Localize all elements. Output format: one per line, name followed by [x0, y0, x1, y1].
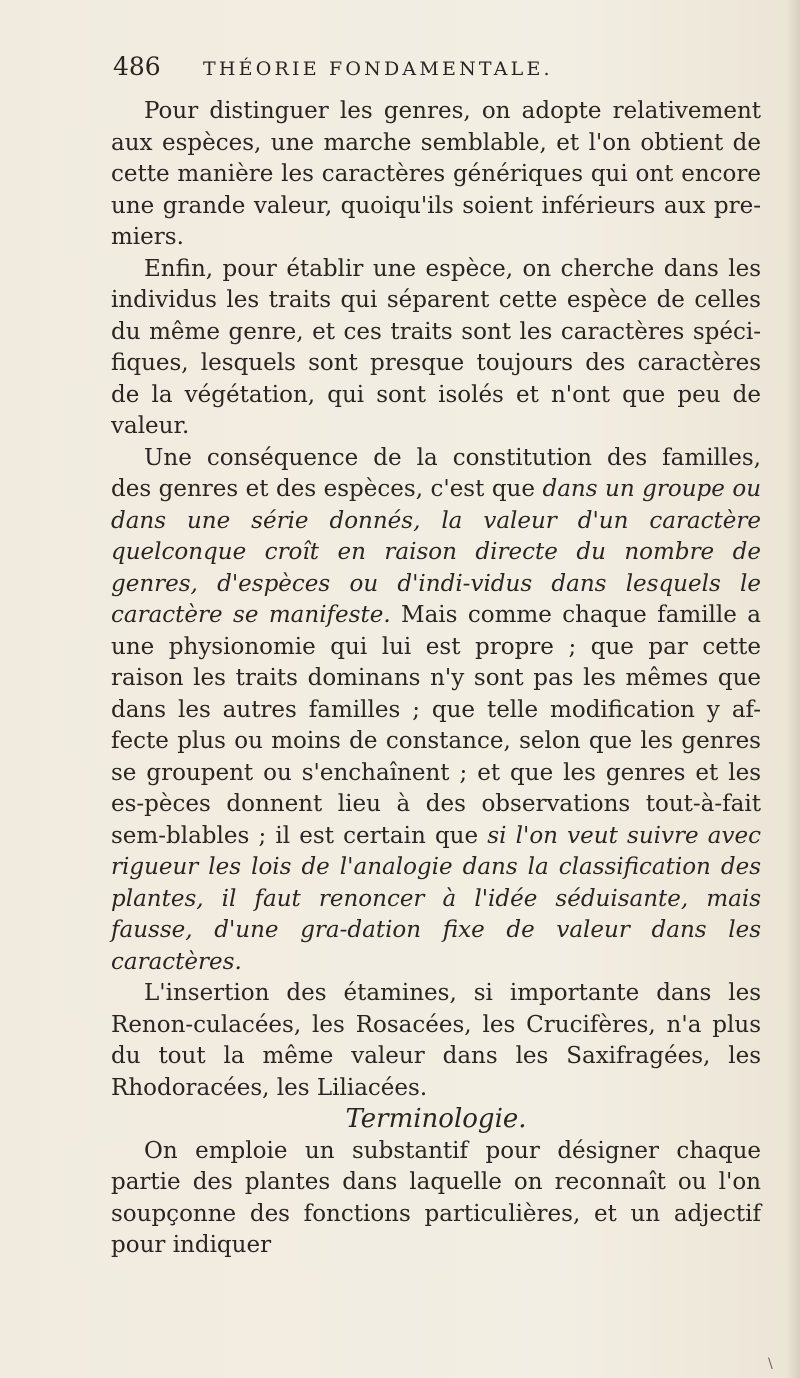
consequence-conclusion: si l'on veut suivre avec rigueur les lois de l'analogie dans la classification des plantes, il faut renoncer à l'idée séduisante, mais fausse, d'une gra-dation fixe de valeur dans les caractères.	[111, 822, 761, 975]
consequence-principle: dans un groupe ou dans une série donnés, la valeur d'un caractère quelconque croît en raison directe du nombre de genres, d'espèces ou d'indi-vidus dans lesquels le caractère se manifeste.	[111, 476, 762, 628]
page-body	[111, 96, 761, 1262]
page-header	[113, 52, 753, 88]
consequence-middle: Mais comme chaque famille a une physionomie qui lui est propre ; que par cette raison les traits dominans n'y sont pas les mêmes que dans les autres familles ; que telle modification y af-fecte plus ou moins de constance, selon que les genres se groupent ou s'enchaînent ; et que les genres et les es-pèces donnent lieu à des observations tout-à-fait sem-blables ; il est certain que	[111, 602, 761, 849]
section-title: Terminologie.	[345, 1104, 527, 1134]
paragraph-terminologie: On emploie un substantif pour désigner chaque partie des plantes dans laquelle on reconnaît ou l'on soupçonne des fonctions particulières, et un adjectif pour indiquer	[111, 1137, 761, 1258]
paragraph-genres: Pour distinguer les genres, on adopte relativement aux espèces, une marche semblable, et l'on obtient de cette manière les caractères génériques qui ont encore une grande valeur, quoiqu'ils soient inférieurs aux pre-miers.	[111, 98, 761, 250]
page-number: 486	[113, 52, 161, 81]
running-head: THÉORIE FONDAMENTALE.	[203, 58, 553, 80]
consequence-intro: Une conséquence de la constitution des familles, des genres et des espèces, c'est que	[111, 444, 761, 502]
paragraph-especes: Enfin, pour établir une espèce, on cherche dans les individus les traits qui séparent cette espèce de celles du même genre, et ces traits sont les caractères spéci-fiques, lesquels sont presque toujours des caractères de la végétation, qui sont isolés et n'ont que peu de valeur.	[111, 255, 761, 439]
paragraph-consequence	[111, 443, 761, 979]
footer-mark: \	[768, 1356, 773, 1372]
paragraph-insertion: L'insertion des étamines, si importante dans les Renon-culacées, les Rosacées, les Crucifères, n'a plus du tout la même valeur dans les Saxifragées, les Rhodoracées, les Liliacées.	[111, 980, 761, 1101]
page-edge-shadow	[786, 0, 800, 1378]
